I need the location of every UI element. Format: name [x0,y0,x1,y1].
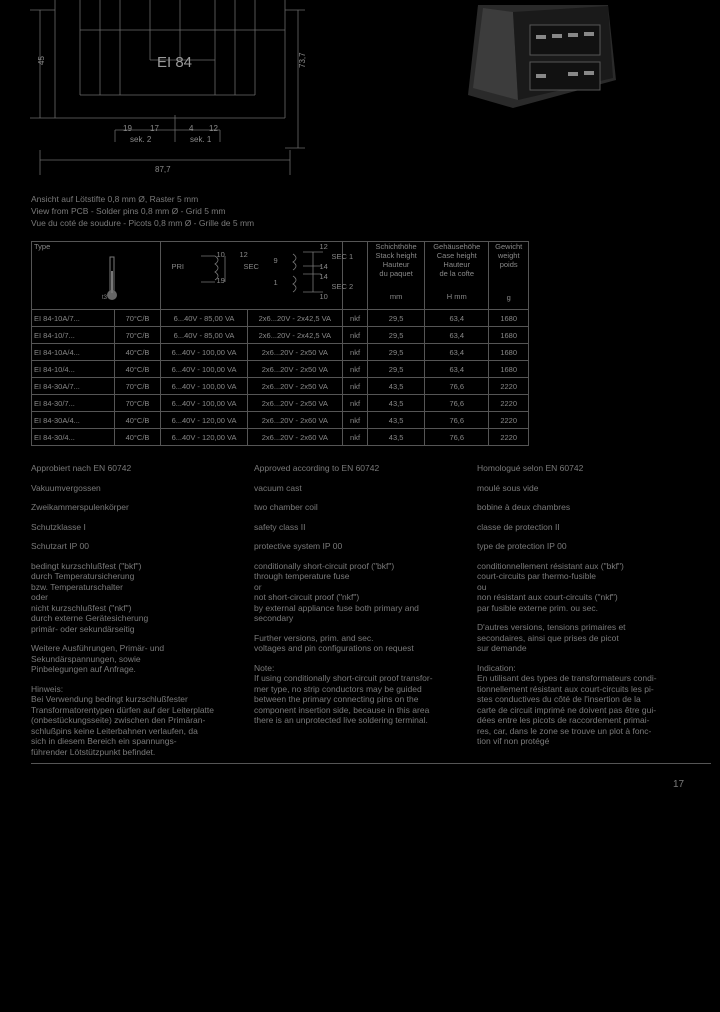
german-paragraph [31,561,241,635]
english-line: secondary [254,613,294,623]
english-line: by external appliance fuse both primary and [254,602,419,613]
french-line: conditionnellement résistant aux ("bkf") [477,560,624,571]
cell-sec: 2x6...20V - 2x50 VA [247,361,342,378]
cell-type: EI 84-30A/7... [32,378,115,395]
french-line: classe de protection II [477,521,560,532]
german-line: führender Lötstützpunkt befindet. [31,746,156,757]
cell-sec: 2x6...20V - 2x42,5 VA [247,327,342,344]
pin-19: 19 [123,124,132,133]
cell-pri: 6...40V - 100,00 VA [161,361,247,378]
german-paragraph [31,643,241,675]
english-line: conditionally short-circuit proof ("bkf") [254,560,395,571]
french-paragraph [477,622,687,654]
french-line: res, car, dans le zone se trouve un plot à fonc- [477,725,652,736]
english-paragraph [254,502,464,513]
cell-pri: 6...40V - 100,00 VA [161,344,247,361]
german-paragraph [31,522,241,533]
english-line: voltages and pin configurations on request [254,643,414,653]
french-line: D'autres versions, tensions primaires et [477,622,626,632]
english-line: Note: [254,662,275,673]
french-column [477,463,687,756]
cell-weight: 1680 [489,344,529,361]
weight-header: Gewicht weight poids g [489,242,529,310]
spec-table [31,241,529,446]
cell-pri: 6...40V - 100,00 VA [161,395,247,412]
french-line: En utilisant des types de transformateurs condi- [477,673,657,683]
french-line: stes conductives du côté de l'insertion de la [477,694,641,704]
english-line: protective system IP 00 [254,541,343,551]
german-line: sich in diesem Bereich ein spannungs- [31,736,177,746]
french-paragraph [477,483,687,494]
cell-temp: 70°C/B [114,327,161,344]
english-paragraph [254,483,464,494]
table-row [32,378,529,395]
type-header: Type t3 [32,242,161,310]
french-line: Indication: [477,662,516,673]
cell-proof: nkf [343,378,368,395]
french-line: dées entre les picots de raccordement primai- [477,715,650,725]
dimension-drawing [0,0,330,185]
transformer-photo [468,0,618,110]
table-row [32,395,529,412]
german-line: Weitere Ausführungen, Primär- und [31,643,165,653]
cell-weight: 2220 [489,412,529,429]
german-line: (onbestückungsseite) zwischen den Primäran- [31,715,206,725]
cell-sec: 2x6...20V - 2x50 VA [247,378,342,395]
german-line: oder [31,592,49,602]
cell-temp: 70°C/B [114,378,161,395]
cell-stack: 29,5 [368,327,425,344]
cell-weight: 2220 [489,378,529,395]
cell-case: 63,4 [425,310,489,327]
cell-temp: 40°C/B [114,429,161,446]
english-line: not short-circuit proof ("nkf") [254,592,360,602]
sek1-label: sek. 1 [190,135,212,144]
french-line: court-circuits par thermo-fusible [477,571,597,581]
cell-type: EI 84-10A/7... [32,310,115,327]
case-height-header: Gehäusehöhe Case height Hauteur de la cofte H mm [425,242,489,310]
cell-case: 76,6 [425,378,489,395]
english-line: component insertion side, because in this area [254,704,430,715]
cell-weight: 1680 [489,327,529,344]
english-paragraph [254,463,464,474]
german-paragraph [31,541,241,552]
dim-width: 87,7 [155,165,171,174]
cell-temp: 40°C/B [114,344,161,361]
english-line: Further versions, prim. and sec. [254,632,374,643]
cell-proof: nkf [343,412,368,429]
cell-temp: 70°C/B [114,310,161,327]
german-line: Schutzart IP 00 [31,541,89,551]
french-line: bobine à deux chambres [477,502,571,512]
french-line: carte de circuit imprimé ne doivent pas être gui- [477,704,657,715]
english-line: between the primary connecting pins on the [254,694,419,704]
french-line: secondaires, ainsi que prises de picot [477,632,619,643]
cell-stack: 29,5 [368,361,425,378]
cell-type: EI 84-10A/4... [32,344,115,361]
cell-case: 63,4 [425,327,489,344]
table-row [32,344,529,361]
cell-case: 63,4 [425,344,489,361]
french-paragraph [477,463,687,474]
cell-case: 63,4 [425,361,489,378]
cell-temp: 70°C/B [114,395,161,412]
german-paragraph [31,483,241,494]
cell-stack: 43,5 [368,395,425,412]
cell-stack: 43,5 [368,412,425,429]
english-line: two chamber coil [254,502,318,512]
french-line: par fusible externe prim. ou sec. [477,602,598,613]
cell-pri: 6...40V - 120,00 VA [161,429,247,446]
french-line: Homologué selon EN 60742 [477,463,584,473]
english-line: If using conditionally short-circuit proof transfor- [254,673,433,683]
german-line: Schutzklasse I [31,521,86,532]
pin-4: 4 [189,124,194,133]
english-line: or [254,581,262,592]
cell-type: EI 84-30A/4... [32,412,115,429]
cell-sec: 2x6...20V - 2x42,5 VA [247,310,342,327]
dim-height-right: 73,7 [298,52,307,68]
pin-17: 17 [150,124,159,133]
drawing-label: EI 84 [157,54,193,71]
sek2-label: sek. 2 [130,135,152,144]
cell-sec: 2x6...20V - 2x60 VA [247,412,342,429]
german-paragraph [31,463,241,474]
cell-weight: 2220 [489,395,529,412]
cell-case: 76,6 [425,429,489,446]
german-line: schlußpins keine Leiterbahnen verlaufen, da [31,725,198,736]
german-line: bzw. Temperaturschalter [31,581,123,592]
cell-temp: 40°C/B [114,412,161,429]
caption-fr: Vue du coté de soudure - Picots 0,8 mm Ø - Grille de 5 mm [31,218,255,228]
german-paragraph [31,502,241,513]
german-line: Sekundärspannungen, sowie [31,653,141,664]
cell-proof: nkf [343,395,368,412]
french-line: non résistant aux court-circuits ("nkf") [477,592,618,602]
table-row [32,429,529,446]
english-line: through temperature fuse [254,571,350,581]
cell-type: EI 84-30/7... [32,395,115,412]
schematic-cell: PRI 10 19 12 SEC 9 1 12 14 14 10 SEC 1 SEC 2 [161,242,343,310]
german-line: Bei Verwendung bedingt kurzschlußfester [31,694,188,704]
german-line: bedingt kurzschlußfest ("bkf") [31,560,142,571]
cell-pri: 6...40V - 85,00 VA [161,327,247,344]
thermometer-icon [96,251,126,307]
divider [31,763,711,764]
english-column [254,463,464,735]
french-line: moulé sous vide [477,482,539,493]
cell-pri: 6...40V - 85,00 VA [161,310,247,327]
english-paragraph [254,561,464,624]
cell-weight: 2220 [489,429,529,446]
german-line: Pinbelegungen auf Anfrage. [31,664,136,674]
cell-case: 76,6 [425,395,489,412]
cell-stack: 29,5 [368,310,425,327]
caption-en: View from PCB - Solder pins 0,8 mm Ø - Grid 5 mm [31,206,226,216]
cell-sec: 2x6...20V - 2x50 VA [247,395,342,412]
french-line: ou [477,581,487,592]
cell-pri: 6...40V - 100,00 VA [161,378,247,395]
german-line: Vakuumvergossen [31,482,101,493]
cell-weight: 1680 [489,361,529,378]
french-line: tionnellement résistant aux court-circuits les pi- [477,683,654,694]
caption-de: Ansicht auf Lötstifte 0,8 mm Ø, Raster 5 mm [31,194,199,204]
english-line: safety class II [254,521,306,532]
stack-height-header: Schichthöhe Stack height Hauteur du paquet mm [368,242,425,310]
cell-pri: 6...40V - 120,00 VA [161,412,247,429]
french-paragraph [477,561,687,614]
cell-proof: nkf [343,361,368,378]
french-paragraph [477,502,687,513]
german-paragraph [31,684,241,758]
english-line: vacuum cast [254,482,302,493]
german-line: primär- oder sekundärseitig [31,623,135,634]
cell-type: EI 84-10/7... [32,327,115,344]
english-paragraph [254,541,464,552]
french-paragraph [477,522,687,533]
table-row [32,361,529,378]
cell-type: EI 84-10/4... [32,361,115,378]
french-line: tion vif non protégé [477,736,550,746]
german-column [31,463,241,766]
cell-stack: 43,5 [368,378,425,395]
german-line: Approbiert nach EN 60742 [31,463,132,473]
cell-proof: nkf [343,327,368,344]
cell-temp: 40°C/B [114,361,161,378]
french-line: type de protection IP 00 [477,541,567,551]
english-line: mer type, no strip conductors may be guided [254,683,422,694]
english-line: there is an unprotected live soldering terminal. [254,715,428,725]
french-line: sur demande [477,643,527,653]
cell-proof: nkf [343,344,368,361]
cell-proof: nkf [343,310,368,327]
cell-sec: 2x6...20V - 2x50 VA [247,344,342,361]
german-line: durch externe Gerätesicherung [31,613,149,623]
table-row [32,412,529,429]
french-paragraph [477,663,687,747]
page-number: 17 [673,779,685,790]
german-line: nicht kurzschlußfest ("nkf") [31,602,132,613]
german-line: Transformatorentypen dürfen auf der Leiterplatte [31,704,215,715]
german-line: Zweikammerspulenkörper [31,502,129,512]
cell-sec: 2x6...20V - 2x60 VA [247,429,342,446]
cell-case: 76,6 [425,412,489,429]
table-row [32,310,529,327]
cell-type: EI 84-30/4... [32,429,115,446]
table-row [32,327,529,344]
german-line: durch Temperatursicherung [31,571,135,581]
english-paragraph [254,663,464,726]
english-paragraph [254,633,464,654]
english-paragraph [254,522,464,533]
cell-stack: 43,5 [368,429,425,446]
cell-stack: 29,5 [368,344,425,361]
cell-proof: nkf [343,429,368,446]
english-line: Approved according to EN 60742 [254,463,380,473]
pin-12: 12 [209,124,218,133]
cell-weight: 1680 [489,310,529,327]
french-paragraph [477,541,687,552]
dim-height-left: 45 [37,56,46,65]
german-line: Hinweis: [31,683,64,694]
